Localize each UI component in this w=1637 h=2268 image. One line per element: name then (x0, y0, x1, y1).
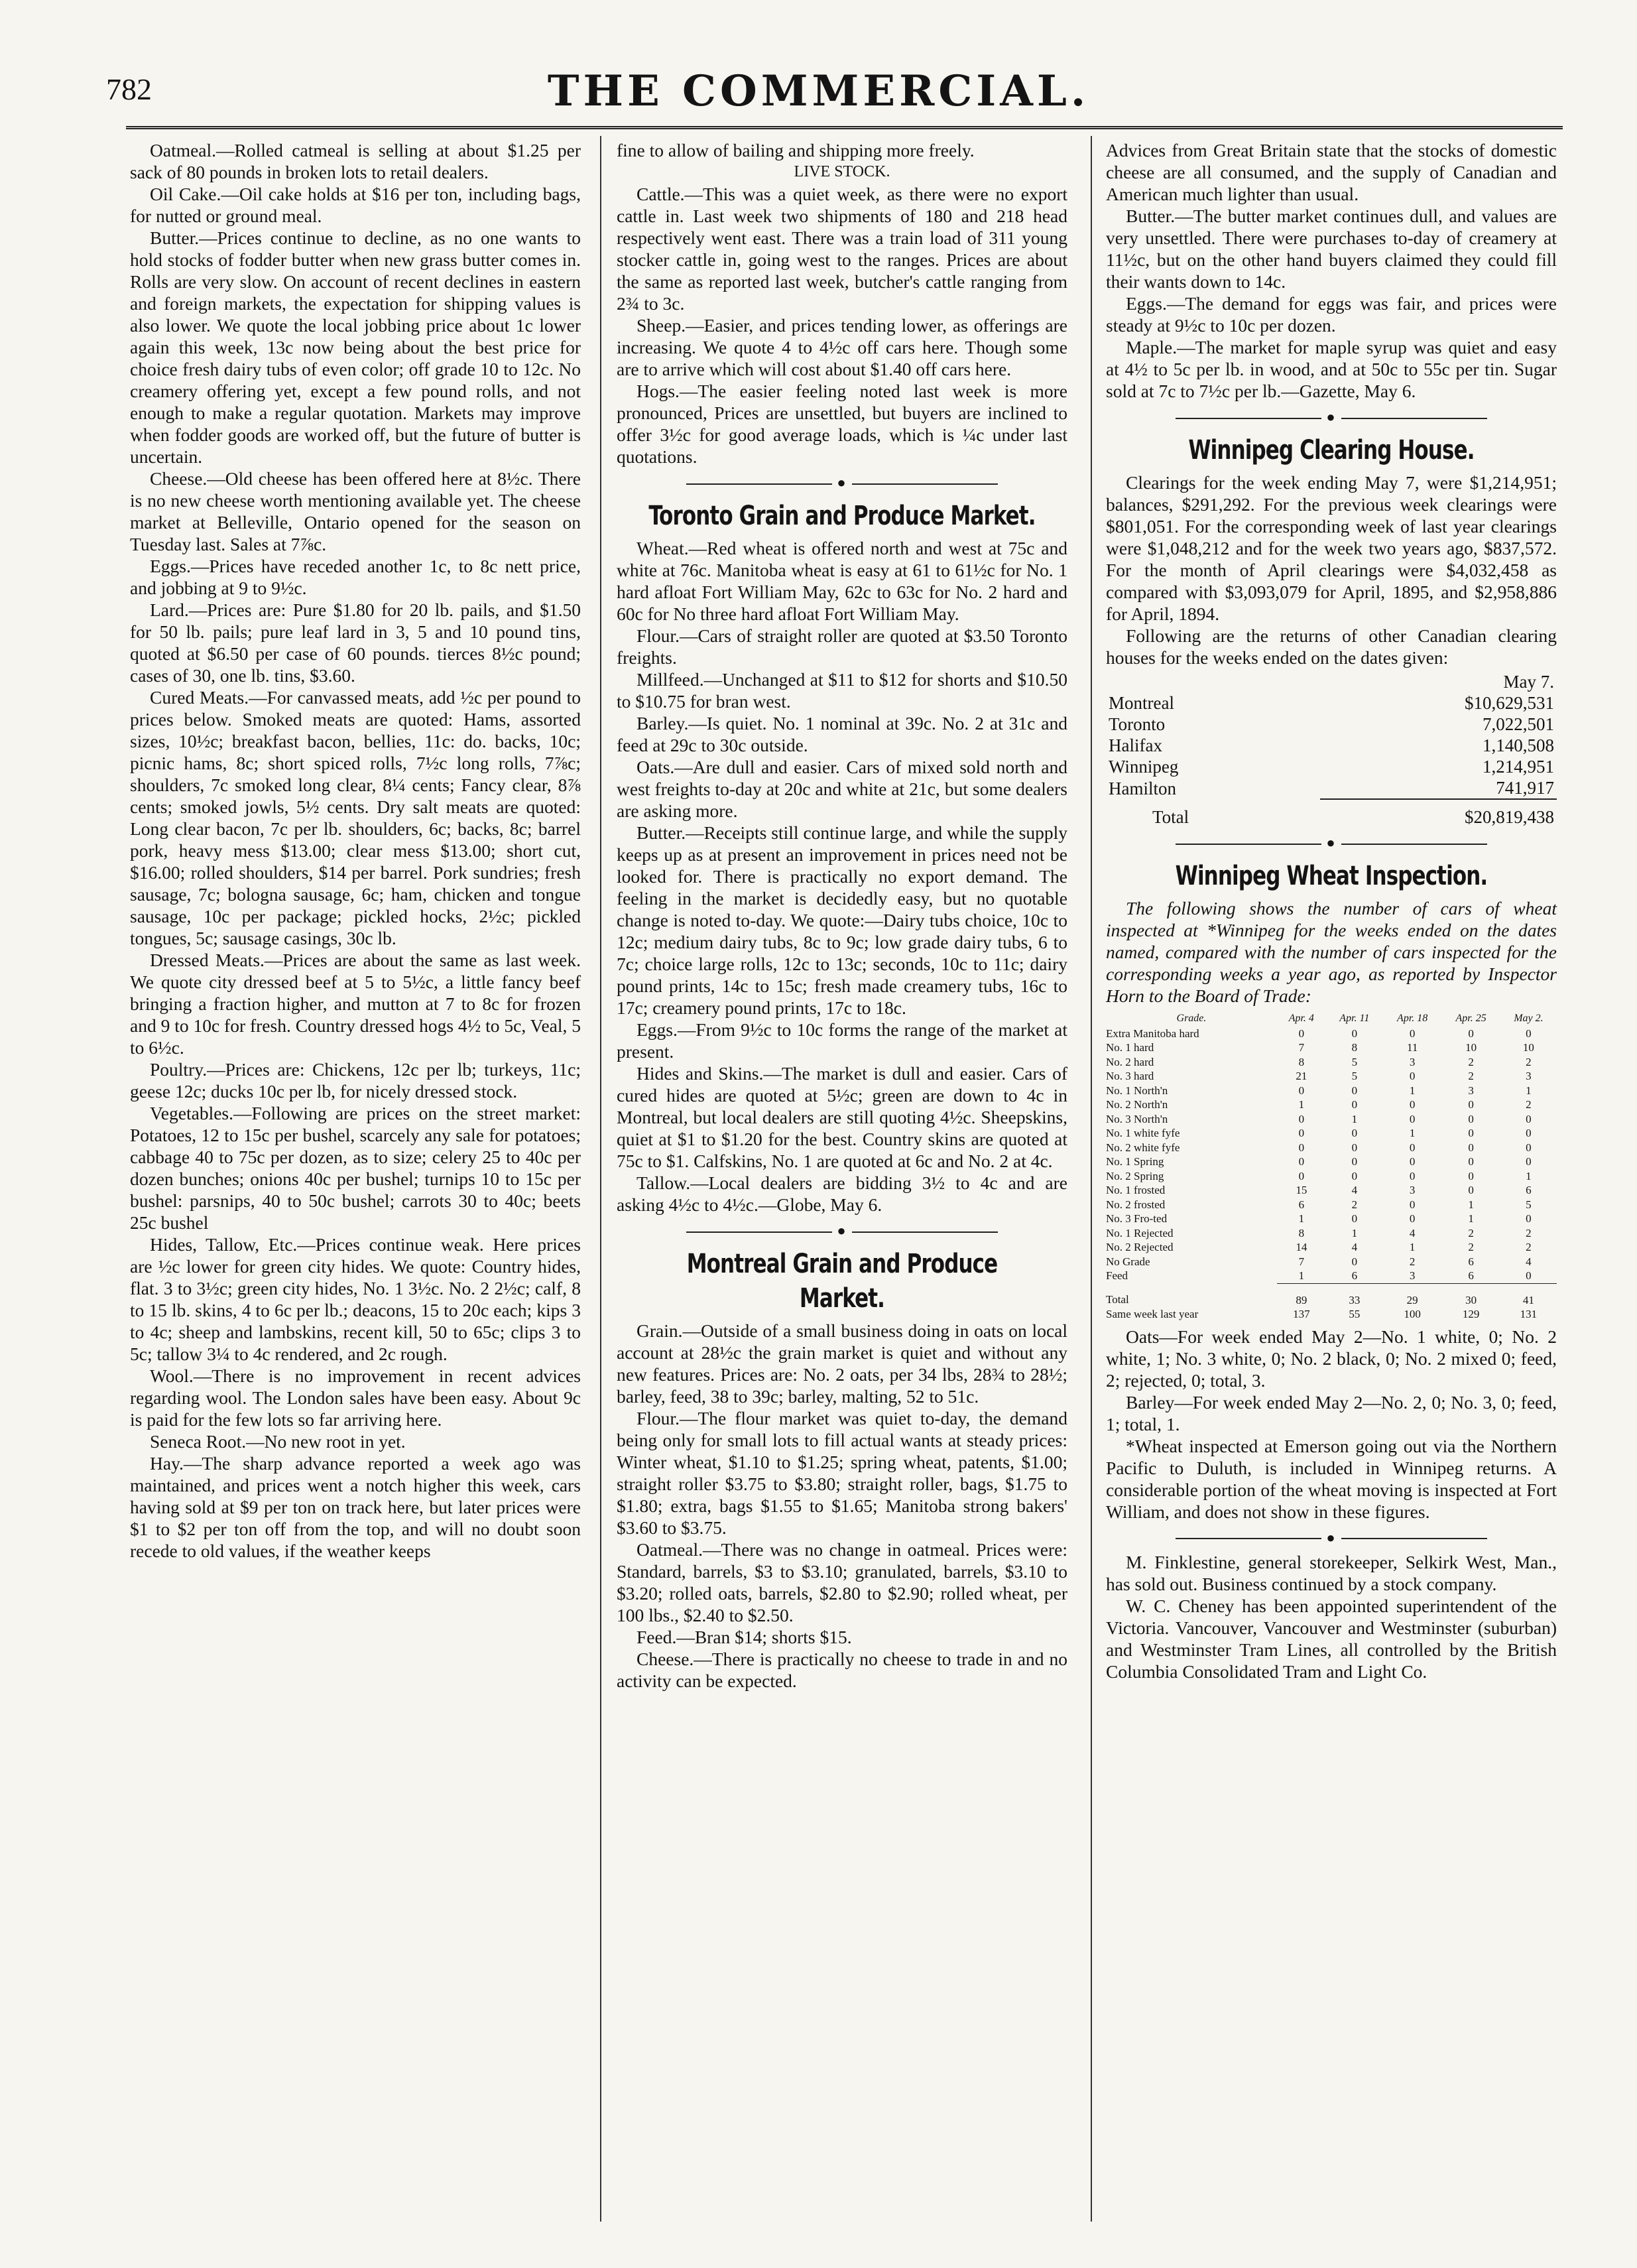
table-row (1106, 714, 1557, 735)
section-subheading: LIVE STOCK. (794, 163, 890, 180)
article-paragraph: Seneca Root.—No new root in yet. (150, 1431, 406, 1452)
article-paragraph: Cheese.—There is practically no cheese to trade in and no activity can be expected. (617, 1649, 1067, 1691)
table-cell: 8 (1351, 1041, 1358, 1054)
column-1 (130, 139, 581, 1562)
article-paragraph: Hay.—The sharp advance reported a week ago was maintained, and prices went a notch higher this week, cars having sold at $9 per ton on track here, but later prices were $1 to $2 per ton off from the top, and will no doubt soon recede to old values, if the weather keeps (130, 1453, 581, 1561)
table-cell: Total (1106, 1293, 1129, 1306)
table-cell: 7 (1298, 1041, 1305, 1054)
table-total-row (1106, 1283, 1557, 1307)
article-paragraph: Eggs.—Prices have receded another 1c, to 8c nett price, and jobbing at 9 to 9½c. (130, 556, 581, 598)
article-paragraph: M. Finklestine, general storekeeper, Selkirk West, Man., has sold out. Business continued by a stock company. (1106, 1551, 1557, 1594)
article-paragraph: Butter.—Receipts still continue large, and while the supply keeps up as at present an improvement in prices need not be looked for. There is practically no export demand. The feeling in the market is decidedly easy, but no quotable change is noted to-day. We quote:—Dairy tubs choice, 10c to 12c; medium dairy tubs, 8c to 9c; low grade dairy tubs, 6 to 7c; choice large rolls, 12c to 13c; seconds, 10c to 11c; dairy pound prints, 14c to 15c; fresh made creamery tubs, 16c to 17c; creamery pound prints, 17c to 18c. (617, 822, 1067, 1018)
table-cell: 7,022,501 (1483, 714, 1554, 734)
table-cell: Same week last year (1106, 1308, 1199, 1320)
table-header: Apr. 18 (1397, 1013, 1428, 1024)
table-cell: 5 (1526, 1198, 1532, 1211)
table-cell: 0 (1409, 1112, 1416, 1125)
table-cell: Toronto (1109, 714, 1166, 734)
table-cell: 0 (1526, 1155, 1532, 1168)
table-row (1106, 1112, 1557, 1127)
table-cell: 6 (1351, 1269, 1358, 1282)
table-cell: 6 (1468, 1255, 1474, 1268)
table-cell: 1 (1298, 1098, 1305, 1111)
table-row (1106, 1226, 1557, 1241)
table-cell: 1 (1409, 1241, 1416, 1253)
table-cell: 0 (1298, 1155, 1305, 1168)
column-divider (1091, 136, 1092, 2222)
article-paragraph: Following are the returns of other Canadian clearing houses for the weeks ended on the dates given: (1106, 625, 1557, 668)
article-paragraph: Oatmeal.—Rolled catmeal is selling at about $1.25 per sack of 80 pounds in broken lots to retail dealers. (130, 140, 581, 182)
table-cell: Winnipeg (1109, 757, 1179, 777)
article-paragraph: Lard.—Prices are: Pure $1.80 for 20 lb. pails, and $1.50 for 50 lb. pails; pure leaf lard in 3, 5 and 10 pound tins, quoted at $6.50 per case of 60 pounds. tierces 8½c pound; cases of 30, one lb. tins, $3.60. (130, 599, 581, 686)
section-heading-clearing: Winnipeg Clearing House. (1188, 435, 1475, 466)
table-cell: 3 (1409, 1184, 1416, 1196)
section-heading-inspection: Winnipeg Wheat Inspection. (1175, 861, 1488, 891)
article-paragraph: Dressed Meats.—Prices are about the same as last week. We quote city dressed beef at 5 to 5½c, a little fancy beef bringing a fraction higher, and mutton at 7 to 8c for frozen and 9 to 10c for fresh. Country dressed hogs 4½ to 5c, Veal, 5 to 6½c. (130, 950, 581, 1058)
table-cell: No. 3 hard (1106, 1070, 1154, 1082)
table-cell: 0 (1468, 1027, 1474, 1040)
article-paragraph: Poultry.—Prices are: Chickens, 12c per lb; turkeys, 11c; geese 12c; ducks 10c per lb, for nicely dressed stock. (130, 1059, 581, 1102)
table-cell: 0 (1526, 1141, 1532, 1154)
table-cell: 2 (1409, 1255, 1416, 1268)
table-cell: 5 (1351, 1055, 1358, 1068)
table-cell: 8 (1298, 1055, 1305, 1068)
article-paragraph: Cattle.—This was a quiet week, as there were no export cattle in. Last week two shipments of 180 and 218 head respectively went east. There was a train load of 311 young stocker cattle in, going west to the ranges. Prices are about the same as reported last week, butcher's cattle ranging from 2¾ to 3c. (617, 184, 1067, 314)
table-row (1106, 735, 1557, 756)
table-row (1106, 1055, 1557, 1070)
column-3 (1106, 139, 1557, 1682)
table-cell: 129 (1462, 1308, 1480, 1320)
table-cell: 0 (1468, 1184, 1474, 1196)
table-row (1106, 1098, 1557, 1112)
table-row (1106, 1240, 1557, 1255)
table-cell: 0 (1468, 1112, 1474, 1125)
table-cell: No. 2 hard (1106, 1055, 1154, 1068)
article-paragraph: Cheese.—Old cheese has been offered here at 8½c. There is no new cheese worth mentioning available yet. The cheese market at Belleville, Ontario opened for the season on Tuesday last. Sales at 7⅞c. (130, 468, 581, 554)
table-cell: 0 (1298, 1141, 1305, 1154)
table-header: May 2. (1514, 1013, 1544, 1024)
section-ornament: ● (617, 472, 1067, 493)
table-cell: 3 (1468, 1084, 1474, 1097)
table-cell: No. 1 white fyfe (1106, 1127, 1180, 1139)
table-cell: 0 (1409, 1070, 1416, 1082)
table-cell: 0 (1298, 1084, 1305, 1097)
table-row (1106, 1269, 1557, 1283)
table-cell: No. 1 hard (1106, 1041, 1154, 1054)
article-paragraph: Wheat.—Red wheat is offered north and west at 75c and white at 76c. Manitoba wheat is easy at 61 to 61½c for No. 1 hard afloat Fort William May, 62c to 63c for No. 2 hard and 60c for No three hard afloat Fort William May. (617, 538, 1067, 624)
table-cell: Total (1152, 806, 1189, 827)
table-cell: No Grade (1106, 1255, 1150, 1268)
table-cell: 1 (1468, 1198, 1474, 1211)
article-paragraph: Maple.—The market for maple syrup was quiet and easy at 4½ to 5c per lb. in wood, and at 50c to 55c per tin. Sugar sold at 7c to 7½c per lb.—Gazette, May 6. (1106, 337, 1557, 401)
article-paragraph: fine to allow of bailing and shipping more freely. (617, 140, 975, 160)
article-paragraph: W. C. Cheney has been appointed superintendent of the Victoria. Vancouver, Vancouver and Westminster (suburban) and Westminster Tram Lines, all controlled by the British Columbia Consolidated Tram and Light Co. (1106, 1595, 1557, 1682)
article-paragraph: Eggs.—From 9½c to 10c forms the range of the market at present. (617, 1019, 1067, 1062)
table-cell: 0 (1351, 1141, 1358, 1154)
table-cell: 4 (1526, 1255, 1532, 1268)
table-cell: 6 (1468, 1269, 1474, 1282)
table-cell: Montreal (1109, 693, 1174, 713)
table-cell: 0 (1351, 1255, 1358, 1268)
article-paragraph: Flour.—Cars of straight roller are quoted at $3.50 Toronto freights. (617, 625, 1067, 668)
article-paragraph: Oats.—Are dull and easier. Cars of mixed sold north and west freights to-day at 20c and white at 21c, but some dealers are asking more. (617, 757, 1067, 821)
table-row (1106, 1155, 1557, 1169)
article-paragraph: Cured Meats.—For canvassed meats, add ½c per pound to prices below. Smoked meats are quoted: Hams, assorted sizes, 10½c; breakfast bacon, bellies, 11c: do. backs, 10c; picnic hams, 8c; short spiced rolls, 7½c long rolls, 7⅞c; shoulders, 7c smoked long clear, 8¼ cents; Fancy clear, 8⅞ cents; smoked jowls, 5½ cents. Dry salt meats are quoted: Long clear bacon, 7c per lb. shoulders, 6c; backs, 8c; barrel pork, heavy mess $13.00; clear mess $13.00; short cut, $16.00; rolled shoulders, $14 per barrel. Pork sundries; fresh sausage, 7c; bologna sausage, 6c; ham, chicken and tongue sausage, 10c per package; pickled hocks, 2½c; pickled tongues, 5c; sausage casings, 30c lb. (130, 687, 581, 948)
table-cell: 0 (1409, 1212, 1416, 1225)
table-cell: 0 (1526, 1112, 1532, 1125)
table-cell: 0 (1409, 1141, 1416, 1154)
table-cell: 10 (1465, 1041, 1477, 1054)
table-cell: 1,214,951 (1483, 757, 1554, 777)
article-paragraph: The following shows the number of cars of wheat inspected at *Winnipeg for the weeks ended on the dates named, compared with the number of cars inspected for the corresponding weeks a year ago, as reported by Inspector Horn to the Board of Trade: (1106, 898, 1557, 1006)
article-paragraph: Feed.—Bran $14; shorts $15. (637, 1627, 852, 1647)
table-cell: No. 3 North'n (1106, 1112, 1168, 1125)
table-cell: 2 (1351, 1198, 1358, 1211)
table-cell: No. 2 frosted (1106, 1198, 1166, 1211)
table-cell: 89 (1277, 1283, 1326, 1307)
article-paragraph: Sheep.—Easier, and prices tending lower, as offerings are increasing. We quote 4 to 4½c off cars here. Though some are to arrive which will cost about $1.40 off cars here. (617, 315, 1067, 379)
table-cell: No. 1 frosted (1106, 1184, 1166, 1196)
table-cell: 0 (1351, 1169, 1358, 1182)
table-header: Grade. (1176, 1013, 1207, 1024)
table-cell: 2 (1526, 1098, 1532, 1111)
column-2 (617, 139, 1067, 1692)
table-cell: 0 (1351, 1027, 1358, 1040)
table-cell: 137 (1293, 1308, 1310, 1320)
table-cell: 33 (1326, 1283, 1383, 1307)
article-paragraph: Clearings for the week ending May 7, were $1,214,951; balances, $291,292. For the previous week clearings were $801,051. For the corresponding week of last year clearings were $1,048,212 and for the week two years ago, $837,572. For the month of April clearings were $4,032,458 as compared with $3,093,079 for April, 1895, and $2,958,886 for April, 1894. (1106, 472, 1557, 624)
table-cell: 0 (1409, 1198, 1416, 1211)
table-row (1106, 1040, 1557, 1055)
table-cell: 55 (1349, 1308, 1361, 1320)
column-divider (600, 136, 601, 2222)
article-paragraph: Vegetables.—Following are prices on the street market: Potatoes, 12 to 15c per bushel, scarcely any sale for potatoes; cabbage 40 to 75c per dozen, as to size; celery 25 to 40c per dozen bunches; onions 40c per bushel; turnips 10 to 15c per bushel: parsnips, 40 to 50c bushel; carrots 30 to 40c; beets 25c bushel (130, 1103, 581, 1233)
table-cell: 741,917 (1496, 778, 1554, 798)
table-cell: 0 (1409, 1169, 1416, 1182)
table-cell: 1 (1351, 1112, 1358, 1125)
table-cell: 0 (1468, 1141, 1474, 1154)
table-cell: 0 (1298, 1169, 1305, 1182)
table-cell: 2 (1526, 1226, 1532, 1239)
article-paragraph: Hogs.—The easier feeling noted last week is more pronounced, Prices are unsettled, but buyers are inclined to offer 3½c for good average loads, which is ¼c under last quotations. (617, 381, 1067, 467)
clearing-table (1106, 671, 1557, 828)
table-row (1106, 1198, 1557, 1212)
table-cell: 21 (1296, 1070, 1307, 1082)
table-cell: 0 (1468, 1127, 1474, 1139)
table-cell: 7 (1298, 1255, 1305, 1268)
table-row (1106, 777, 1557, 799)
table-row (1106, 1126, 1557, 1141)
table-cell: 0 (1468, 1169, 1474, 1182)
table-row (1106, 1141, 1557, 1155)
table-cell: 0 (1351, 1098, 1358, 1111)
table-cell: 15 (1296, 1184, 1307, 1196)
table-cell: 10 (1522, 1041, 1534, 1054)
masthead-title: THE COMMERCIAL. (547, 66, 1090, 116)
section-heading-montreal: Montreal Grain and Produce Market. (686, 1249, 998, 1314)
table-cell: 1 (1409, 1127, 1416, 1139)
section-ornament: ● (1106, 832, 1557, 853)
table-row (1106, 1255, 1557, 1269)
table-cell: 0 (1526, 1212, 1532, 1225)
table-cell: 6 (1526, 1184, 1532, 1196)
article-paragraph: Hides, Tallow, Etc.—Prices continue weak. Here prices are ½c lower for green city hides. We quote: Country hides, flat. 3 to 3½c; green city hides, No. 1 3½c. No. 2 2½c; calf, 8 to 15 lb. skins, 4 to 6c per lb.; deacons, 15 to 20c each; kips 3 to 4c; sheep and lambskins, recent kill, 50 to 65c; clips 3 to 5c; tallow 3¼ to 4c rendered, and 2c rough. (130, 1234, 581, 1364)
table-cell: 0 (1468, 1098, 1474, 1111)
table-cell: 2 (1468, 1055, 1474, 1068)
table-cell: 0 (1526, 1269, 1532, 1282)
table-cell: 1 (1298, 1269, 1305, 1282)
table-cell: 1 (1409, 1084, 1416, 1097)
table-row (1106, 1084, 1557, 1098)
article-paragraph: Barley.—Is quiet. No. 1 nominal at 39c. No. 2 at 31c and feed at 29c to 30c outside. (617, 713, 1067, 755)
table-cell: 1,140,508 (1483, 735, 1554, 755)
table-cell: 1 (1351, 1226, 1358, 1239)
table-cell: 4 (1351, 1241, 1358, 1253)
table-cell: 30 (1441, 1283, 1500, 1307)
table-row (1106, 756, 1557, 777)
table-cell: No. 1 North'n (1106, 1084, 1168, 1097)
table-cell: Extra Manitoba hard (1106, 1027, 1199, 1040)
table-cell: 0 (1298, 1027, 1305, 1040)
table-cell: No. 2 North'n (1106, 1098, 1168, 1111)
table-cell: 2 (1468, 1070, 1474, 1082)
table-cell: 3 (1409, 1269, 1416, 1282)
table-total-row (1106, 799, 1557, 828)
masthead-rule (126, 126, 1563, 129)
table-cell: 2 (1468, 1241, 1474, 1253)
article-paragraph: Oil Cake.—Oil cake holds at $16 per ton, including bags, for nutted or ground meal. (130, 184, 581, 226)
table-cell: 14 (1296, 1241, 1307, 1253)
table-cell: 100 (1404, 1308, 1421, 1320)
table-cell: $10,629,531 (1465, 693, 1554, 713)
table-cell: 0 (1468, 1155, 1474, 1168)
table-cell: No. 2 Rejected (1106, 1241, 1174, 1253)
table-cell: 0 (1298, 1127, 1305, 1139)
table-cell: 2 (1526, 1055, 1532, 1068)
table-cell: 0 (1351, 1212, 1358, 1225)
table-cell: 0 (1298, 1112, 1305, 1125)
clearing-date: May 7. (1503, 672, 1554, 692)
article-paragraph: *Wheat inspected at Emerson going out via the Northern Pacific to Duluth, is included in Winnipeg returns. A considerable portion of the wheat moving is inspected at Fort William, and does not show in these figures. (1106, 1435, 1557, 1522)
table-cell: 2 (1468, 1226, 1474, 1239)
table-cell: 5 (1351, 1070, 1358, 1082)
table-cell: 0 (1409, 1098, 1416, 1111)
article-paragraph: Hides and Skins.—The market is dull and easier. Cars of cured hides are quoted at 5½c; green are down to 4c in Montreal, but local dealers are still quoting 4½c. Sheepskins, quiet at $1 to $1.20 for the best. Country skins are quoted at 75c to $1. Calfskins, No. 1 are quoted at 6c and No. 2 at 4c. (617, 1063, 1067, 1171)
article-paragraph: Butter.—The butter market continues dull, and values are very unsettled. There were purchases to-day of creamery at 11½c, but on the other hand buyers claimed they could fill their wants down to 14c. (1106, 206, 1557, 292)
inspection-table-body (1106, 1027, 1557, 1322)
table-cell: Feed (1106, 1269, 1128, 1283)
table-row (1106, 1069, 1557, 1084)
table-cell: No. 2 Spring (1106, 1169, 1164, 1182)
table-cell: 29 (1383, 1283, 1441, 1307)
table-cell: 3 (1409, 1055, 1416, 1068)
inspection-table (1106, 1011, 1557, 1322)
article-paragraph: Oats—For week ended May 2—No. 1 white, 0; No. 2 white, 1; No. 3 white, 0; No. 2 black, 0; No. 2 mixed 0; feed, 2; rejected, 0; total, 3. (1106, 1326, 1557, 1391)
article-paragraph: Flour.—The flour market was quiet to-day, the demand being only for small lots to fill actual wants at steady prices: Winter wheat, $1.10 to $1.25; spring wheat, patents, $1.00; straight roller $3.75 to $3.80; straight roller, bags, $1.75 to $1.80; extra, bags $1.55 to $1.65; Manitoba strong bakers' $3.60 to $3.75. (617, 1408, 1067, 1538)
table-header-row (1106, 1011, 1557, 1027)
page-number: 782 (106, 72, 152, 106)
table-cell: Halifax (1109, 735, 1162, 755)
table-cell: 6 (1298, 1198, 1305, 1211)
table-cell: No. 2 white fyfe (1106, 1141, 1180, 1154)
table-row (1106, 1307, 1557, 1322)
table-cell: 0 (1351, 1127, 1358, 1139)
section-heading-toronto: Toronto Grain and Produce Market. (648, 501, 1036, 531)
table-cell: 0 (1526, 1027, 1532, 1040)
article-paragraph: Oatmeal.—There was no change in oatmeal. Prices were: Standard, barrels, $3 to $3.10; granulated, barrels, $3.10 to $3.20; rolled oats, barrels, $2.80 to $2.90; rolled wheat, per 100 lbs., $2.40 to $2.50. (617, 1539, 1067, 1625)
table-cell: 131 (1520, 1308, 1538, 1320)
table-row (1106, 692, 1557, 714)
table-cell: 0 (1409, 1027, 1416, 1040)
table-header: Apr. 11 (1339, 1013, 1370, 1024)
article-paragraph: Grain.—Outside of a small business doing in oats on local account at 28½c the grain market is quiet and without any new features. Prices are: No. 2 oats, per 34 lbs, 28¾ to 28½; barley, feed, 38 to 39c; barley, malting, 52 to 51c. (617, 1320, 1067, 1407)
table-cell: 41 (1500, 1283, 1557, 1307)
article-paragraph: Barley—For week ended May 2—No. 2, 0; No. 3, 0; feed, 1; total, 1. (1106, 1391, 1557, 1434)
table-cell: 1 (1298, 1212, 1305, 1225)
table-cell: Hamilton (1109, 778, 1176, 798)
table-cell: 11 (1406, 1041, 1418, 1054)
article-paragraph: Butter.—Prices continue to decline, as no one wants to hold stocks of fodder butter when new grass butter comes in. Rolls are very slow. On account of recent declines in eastern and foreign markets, the expectation for shipping values is also lower. We quote the local jobbing price about 1c lower again this week, 13c now being about the best price for choice fresh dairy tubs of even color; off grade 10 to 12c. No creamery offering yet, except a few pound rolls, and not enough to make a regular quotation. Markets may improve when fodder goods are worked off, but the future of butter is uncertain. (130, 227, 581, 467)
article-paragraph: Eggs.—The demand for eggs was fair, and prices were steady at 9½c to 10c per dozen. (1106, 293, 1557, 336)
table-cell: 3 (1526, 1070, 1532, 1082)
table-cell: 2 (1526, 1241, 1532, 1253)
table-cell: 1 (1526, 1169, 1532, 1182)
table-cell: 0 (1351, 1084, 1358, 1097)
section-ornament: ● (1106, 406, 1557, 428)
table-row (1106, 1027, 1557, 1041)
table-cell: No. 1 Spring (1106, 1155, 1164, 1168)
table-row (1106, 1183, 1557, 1198)
table-cell: 0 (1526, 1127, 1532, 1139)
table-row (1106, 1212, 1557, 1226)
section-ornament: ● (1106, 1527, 1557, 1548)
table-cell: 4 (1409, 1226, 1416, 1239)
section-ornament: ● (617, 1220, 1067, 1241)
article-paragraph: Tallow.—Local dealers are bidding 3½ to 4c and are asking 4½c to 4½c.—Globe, May 6. (617, 1172, 1067, 1215)
table-cell: 4 (1351, 1184, 1358, 1196)
table-cell: 8 (1298, 1226, 1305, 1239)
table-header: Apr. 25 (1455, 1013, 1486, 1024)
article-paragraph: Wool.—There is no improvement in recent advices regarding wool. The London sales have been easy. About 9c is paid for the few lots so far arriving here. (130, 1365, 581, 1430)
table-cell: 0 (1409, 1155, 1416, 1168)
table-row (1106, 1169, 1557, 1184)
table-cell: No. 3 Fro-ted (1106, 1212, 1168, 1225)
table-cell: 0 (1351, 1155, 1358, 1168)
table-cell: $20,819,438 (1320, 799, 1557, 828)
table-header: Apr. 4 (1288, 1013, 1314, 1024)
article-paragraph: Millfeed.—Unchanged at $11 to $12 for shorts and $10.50 to $10.75 for bran west. (617, 669, 1067, 712)
table-cell: No. 1 Rejected (1106, 1226, 1174, 1239)
article-paragraph: Advices from Great Britain state that the stocks of domestic cheese are all consumed, and the supply of Canadian and American much lighter than usual. (1106, 140, 1557, 204)
table-cell: 1 (1526, 1084, 1532, 1097)
table-cell: 1 (1468, 1212, 1474, 1225)
